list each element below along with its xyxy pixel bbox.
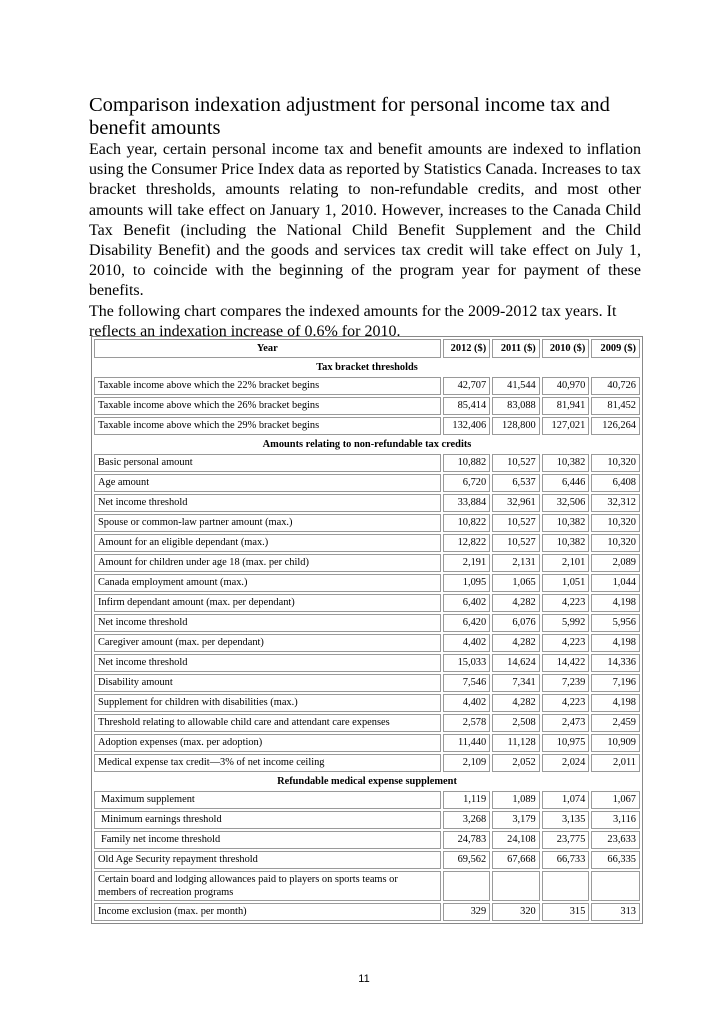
row-label: Infirm dependant amount (max. per dependant): [94, 594, 441, 612]
page-number: 11: [358, 973, 370, 985]
cell-2011: 1,065: [492, 574, 540, 592]
table-row: [94, 377, 640, 395]
cell-2012: 3,268: [443, 811, 491, 829]
table-row: [94, 397, 640, 415]
table-row: [94, 574, 640, 592]
cell-2009: 32,312: [591, 494, 640, 512]
cell-2009: 14,336: [591, 654, 640, 672]
row-label: Adoption expenses (max. per adoption): [94, 734, 441, 752]
cell-2011: 41,544: [492, 377, 540, 395]
cell-2009: 10,320: [591, 454, 640, 472]
cell-2011: 10,527: [492, 514, 540, 532]
table-row: [94, 734, 640, 752]
cell-2009: 126,264: [591, 417, 640, 435]
cell-2012: 6,402: [443, 594, 491, 612]
table-row: [94, 674, 640, 692]
cell-2009: 40,726: [591, 377, 640, 395]
cell-2011: 4,282: [492, 594, 540, 612]
cell-2009: 4,198: [591, 634, 640, 652]
cell-2009: [591, 871, 640, 901]
cell-2009: 1,067: [591, 791, 640, 809]
cell-2009: 2,011: [591, 754, 640, 772]
table-row: [94, 634, 640, 652]
cell-2012: 4,402: [443, 634, 491, 652]
cell-2010: 7,239: [542, 674, 590, 692]
section-title: Refundable medical expense supplement: [277, 775, 457, 787]
row-label: Basic personal amount: [94, 454, 441, 472]
cell-2012: 10,822: [443, 514, 491, 532]
cell-2010: 4,223: [542, 694, 590, 712]
cell-2011: 2,131: [492, 554, 540, 572]
table-row: [94, 514, 640, 532]
row-label: Supplement for children with disabilities (max.): [94, 694, 441, 712]
cell-2010: 10,975: [542, 734, 590, 752]
cell-2012: 12,822: [443, 534, 491, 552]
table-row: [94, 417, 640, 435]
section-header-row: [94, 437, 640, 452]
cell-2012: 24,783: [443, 831, 491, 849]
document-body: [89, 94, 641, 342]
cell-2010: 2,101: [542, 554, 590, 572]
cell-2012: 2,578: [443, 714, 491, 732]
cell-2010: 66,733: [542, 851, 590, 869]
row-label: Maximum supplement: [94, 791, 441, 809]
cell-2011: 6,537: [492, 474, 540, 492]
cell-2009: 1,044: [591, 574, 640, 592]
cell-2010: 10,382: [542, 514, 590, 532]
cell-2011: 10,527: [492, 454, 540, 472]
row-label: Amount for children under age 18 (max. per child): [94, 554, 441, 572]
cell-2009: 81,452: [591, 397, 640, 415]
cell-2012: 2,191: [443, 554, 491, 572]
row-label: Old Age Security repayment threshold: [94, 851, 441, 869]
row-label: Spouse or common-law partner amount (max.): [94, 514, 441, 532]
table-body: [94, 360, 640, 921]
cell-2010: 5,992: [542, 614, 590, 632]
header-2009: 2009 ($): [591, 339, 640, 358]
cell-2009: 5,956: [591, 614, 640, 632]
table-row: [94, 694, 640, 712]
cell-2010: 14,422: [542, 654, 590, 672]
cell-2010: 32,506: [542, 494, 590, 512]
cell-2011: 11,128: [492, 734, 540, 752]
cell-2010: 4,223: [542, 594, 590, 612]
cell-2011: 4,282: [492, 634, 540, 652]
table-row: [94, 554, 640, 572]
table-row: [94, 474, 640, 492]
cell-2011: 10,527: [492, 534, 540, 552]
table-row: [94, 654, 640, 672]
cell-2012: 15,033: [443, 654, 491, 672]
cell-2011: 67,668: [492, 851, 540, 869]
row-label: Caregiver amount (max. per dependant): [94, 634, 441, 652]
cell-2011: 128,800: [492, 417, 540, 435]
cell-2012: 85,414: [443, 397, 491, 415]
cell-2012: 6,420: [443, 614, 491, 632]
indexation-table: [91, 336, 643, 924]
table-row: [94, 831, 640, 849]
table-row: [94, 754, 640, 772]
cell-2010: 1,051: [542, 574, 590, 592]
row-label: Certain board and lodging allowances paid to players on sports teams or members of recreation programs: [94, 871, 441, 901]
section-title: Amounts relating to non-refundable tax credits: [262, 438, 472, 450]
table-row: [94, 494, 640, 512]
cell-2010: 2,473: [542, 714, 590, 732]
cell-2010: 81,941: [542, 397, 590, 415]
table-row: [94, 791, 640, 809]
cell-2010: 127,021: [542, 417, 590, 435]
cell-2011: 14,624: [492, 654, 540, 672]
cell-2011: 1,089: [492, 791, 540, 809]
cell-2010: 4,223: [542, 634, 590, 652]
cell-2010: 10,382: [542, 454, 590, 472]
section-header-row: [94, 360, 640, 375]
cell-2009: 10,320: [591, 514, 640, 532]
cell-2012: 1,119: [443, 791, 491, 809]
row-label: Taxable income above which the 29% bracket begins: [94, 417, 441, 435]
cell-2010: 40,970: [542, 377, 590, 395]
cell-2009: 2,459: [591, 714, 640, 732]
row-label: Medical expense tax credit—3% of net income ceiling: [94, 754, 441, 772]
row-label: Amount for an eligible dependant (max.): [94, 534, 441, 552]
cell-2009: 10,320: [591, 534, 640, 552]
cell-2012: [443, 871, 491, 901]
cell-2012: 42,707: [443, 377, 491, 395]
row-label: Threshold relating to allowable child care and attendant care expenses: [94, 714, 441, 732]
header-year: Year: [94, 339, 441, 358]
cell-2012: 4,402: [443, 694, 491, 712]
row-label: Taxable income above which the 22% bracket begins: [94, 377, 441, 395]
cell-2012: 2,109: [443, 754, 491, 772]
table-row: [94, 903, 640, 921]
cell-2011: 7,341: [492, 674, 540, 692]
cell-2011: 3,179: [492, 811, 540, 829]
table-row: [94, 871, 640, 901]
cell-2009: 4,198: [591, 694, 640, 712]
header-2011: 2011 ($): [492, 339, 540, 358]
table-row: [94, 714, 640, 732]
cell-2012: 6,720: [443, 474, 491, 492]
row-label: Net income threshold: [94, 494, 441, 512]
cell-2010: 23,775: [542, 831, 590, 849]
row-label: Net income threshold: [94, 654, 441, 672]
cell-2011: 2,508: [492, 714, 540, 732]
cell-2009: 3,116: [591, 811, 640, 829]
cell-2011: 6,076: [492, 614, 540, 632]
cell-2011: 4,282: [492, 694, 540, 712]
cell-2012: 33,884: [443, 494, 491, 512]
row-label: Net income threshold: [94, 614, 441, 632]
cell-2009: 23,633: [591, 831, 640, 849]
cell-2012: 329: [443, 903, 491, 921]
cell-2011: 24,108: [492, 831, 540, 849]
intro-paragraph: Each year, certain personal income tax and benefit amounts are indexed to inflation using the Consumer Price Index data as reported by Statistics Canada. Increases to tax bracket thresholds, amounts relating to non-refundable credits, and most other amounts will take effect on January 1, 2010. However, increases to the Canada Child Tax Benefit (including the National Child Benefit Supplement and the Child Disability Benefit) and the goods and services tax credit will take effect on July 1, 2010, to coincide with the beginning of the program year for payment of these benefits.: [89, 141, 641, 300]
cell-2009: 66,335: [591, 851, 640, 869]
row-label: Family net income threshold: [94, 831, 441, 849]
row-label: Canada employment amount (max.): [94, 574, 441, 592]
cell-2010: 315: [542, 903, 590, 921]
cell-2009: 6,408: [591, 474, 640, 492]
cell-2012: 7,546: [443, 674, 491, 692]
row-label: Age amount: [94, 474, 441, 492]
row-label: Income exclusion (max. per month): [94, 903, 441, 921]
cell-2009: 2,089: [591, 554, 640, 572]
table-header-row: [94, 339, 640, 358]
cell-2011: 83,088: [492, 397, 540, 415]
header-2012: 2012 ($): [443, 339, 491, 358]
cell-2011: 2,052: [492, 754, 540, 772]
cell-2009: 4,198: [591, 594, 640, 612]
cell-2012: 1,095: [443, 574, 491, 592]
table-row: [94, 811, 640, 829]
cell-2011: 32,961: [492, 494, 540, 512]
document-title: Comparison indexation adjustment for personal income tax and benefit amounts: [89, 94, 610, 139]
table-row: [94, 614, 640, 632]
header-2010: 2010 ($): [542, 339, 590, 358]
cell-2009: 313: [591, 903, 640, 921]
row-label: Taxable income above which the 26% bracket begins: [94, 397, 441, 415]
row-label: Minimum earnings threshold: [94, 811, 441, 829]
cell-2012: 11,440: [443, 734, 491, 752]
table-row: [94, 594, 640, 612]
row-label: Disability amount: [94, 674, 441, 692]
cell-2012: 10,882: [443, 454, 491, 472]
cell-2012: 69,562: [443, 851, 491, 869]
cell-2009: 10,909: [591, 734, 640, 752]
cell-2010: 1,074: [542, 791, 590, 809]
chart-intro-paragraph: The following chart compares the indexed amounts for the 2009-2012 tax years. It reflects an indexation increase of 0.6% for 2010.: [89, 302, 617, 340]
cell-2011: [492, 871, 540, 901]
table-row: [94, 851, 640, 869]
cell-2010: 2,024: [542, 754, 590, 772]
cell-2010: 10,382: [542, 534, 590, 552]
cell-2010: 3,135: [542, 811, 590, 829]
cell-2011: 320: [492, 903, 540, 921]
cell-2010: [542, 871, 590, 901]
cell-2009: 7,196: [591, 674, 640, 692]
table-row: [94, 534, 640, 552]
section-title: Tax bracket thresholds: [316, 361, 418, 373]
cell-2010: 6,446: [542, 474, 590, 492]
section-header-row: [94, 774, 640, 789]
cell-2012: 132,406: [443, 417, 491, 435]
table-row: [94, 454, 640, 472]
